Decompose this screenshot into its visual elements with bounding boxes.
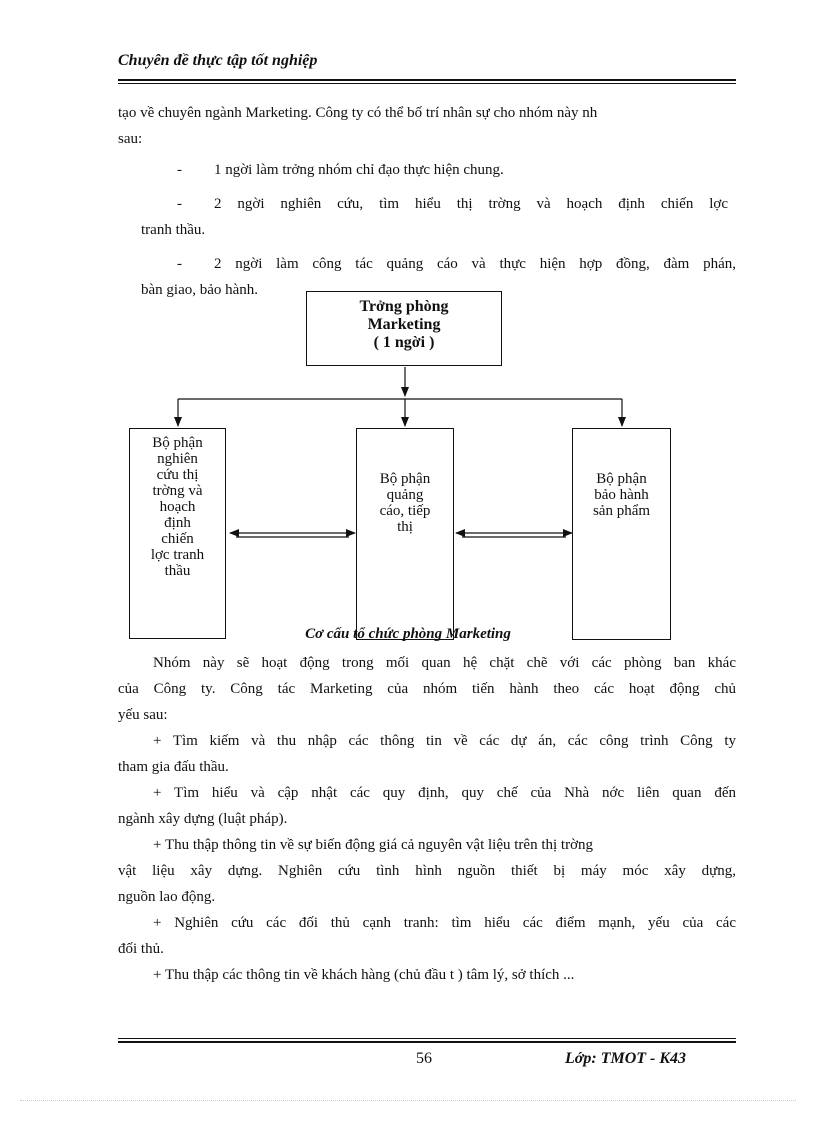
org-box-line: định — [164, 515, 191, 531]
page-number: 56 — [416, 1050, 432, 1067]
list-item-text: 1 ngời làm trởng nhóm chỉ đạo thực hiện chung. — [214, 162, 504, 178]
org-box-line: thầu — [164, 563, 191, 579]
footer-rule-thick — [118, 1041, 736, 1043]
org-box-line: cáo, tiếp — [379, 503, 431, 519]
paragraph-line: của Công ty. Công tác Marketing của nhóm tiến hành theo các hoạt động chủ — [118, 681, 736, 697]
paragraph-line: + Tìm hiểu và cập nhật các quy định, quy chế của Nhà nớc liên quan đến — [153, 785, 736, 801]
paragraph-line: + Thu thập các thông tin về khách hàng (chủ đầu t ) tâm lý, sở thích ... — [153, 967, 575, 983]
dash-bullet: - — [177, 256, 182, 272]
paragraph-line: ngành xây dựng (luật pháp). — [118, 811, 288, 827]
org-box-line: chiến — [161, 531, 194, 547]
org-box-line: lợc tranh — [150, 547, 205, 563]
org-box-line: bảo hành — [594, 487, 649, 503]
dash-bullet: - — [177, 162, 182, 178]
paragraph-line: + Thu thập thông tin về sự biến động giá cả nguyên vật liệu trên thị trờng — [153, 837, 593, 853]
org-box-line: trờng và — [152, 483, 203, 499]
org-box-line: Bộ phận — [379, 471, 431, 487]
org-box-line: ( 1 ngời ) — [373, 334, 435, 351]
paragraph-line: + Tìm kiếm và thu nhập các thông tin về các dự án, các công trình Công ty — [153, 733, 736, 749]
org-box-line: sản phẩm — [592, 503, 651, 519]
intro-line: tạo về chuyên ngành Marketing. Công ty có thể bố trí nhân sự cho nhóm này nh — [118, 105, 598, 121]
org-box-line: Trởng phòng — [359, 298, 449, 315]
org-box-line: Marketing — [367, 316, 441, 333]
org-box-line: nghiên — [157, 451, 198, 467]
list-item-continuation: bàn giao, bảo hành. — [141, 282, 259, 298]
double-arrow-left — [230, 533, 355, 537]
paragraph-line: yếu sau: — [118, 707, 168, 723]
paragraph-line: tham gia đấu thầu. — [118, 759, 229, 775]
page-bottom-dotted-line — [20, 1100, 796, 1101]
body-text — [118, 650, 736, 988]
org-box-line: Bộ phận — [152, 435, 203, 451]
document-header-title: Chuyên đề thực tập tốt nghiệp — [118, 52, 318, 69]
org-box-line: quảng — [386, 487, 424, 503]
paragraph-line: + Nghiên cứu các đối thủ cạnh tranh: tìm hiểu các điểm mạnh, yếu của các — [153, 915, 736, 931]
org-box-head — [306, 291, 502, 366]
list-item-text: 2 ngời nghiên cứu, tìm hiểu thị trờng và hoạch định chiến lợc — [214, 196, 728, 212]
paragraph-line: nguồn lao động. — [118, 889, 216, 905]
dash-bullet: - — [177, 196, 182, 212]
org-chart-caption: Cơ cấu tổ chức phòng Marketing — [305, 626, 511, 642]
org-box-research — [129, 428, 226, 639]
footer-class-label: Lớp: TMOT - K43 — [565, 1050, 687, 1067]
list-item-text: 2 ngời làm công tác quảng cáo và thực hiện hợp đồng, đàm phán, — [214, 256, 736, 272]
org-box-line: Bộ phận — [596, 471, 647, 487]
org-box-line: cứu thị — [156, 467, 199, 483]
paragraph-line: Nhóm này sẽ hoạt động trong mối quan hệ chặt chẽ với các phòng ban khác — [153, 655, 736, 671]
org-box-advertising — [356, 428, 454, 640]
org-box-line: thị — [397, 519, 413, 535]
footer-rule-thin — [118, 1038, 736, 1039]
paragraph-line: đối thủ. — [118, 941, 164, 957]
intro-line: sau: — [118, 131, 143, 147]
double-arrow-right — [456, 533, 572, 537]
org-box-warranty — [572, 428, 671, 640]
org-box-line: hoạch — [159, 499, 196, 515]
list-item-continuation: tranh thầu. — [141, 222, 206, 238]
paragraph-line: vật liệu xây dựng. Nghiên cứu tình hình nguồn thiết bị máy móc xây dựng, — [118, 863, 736, 879]
